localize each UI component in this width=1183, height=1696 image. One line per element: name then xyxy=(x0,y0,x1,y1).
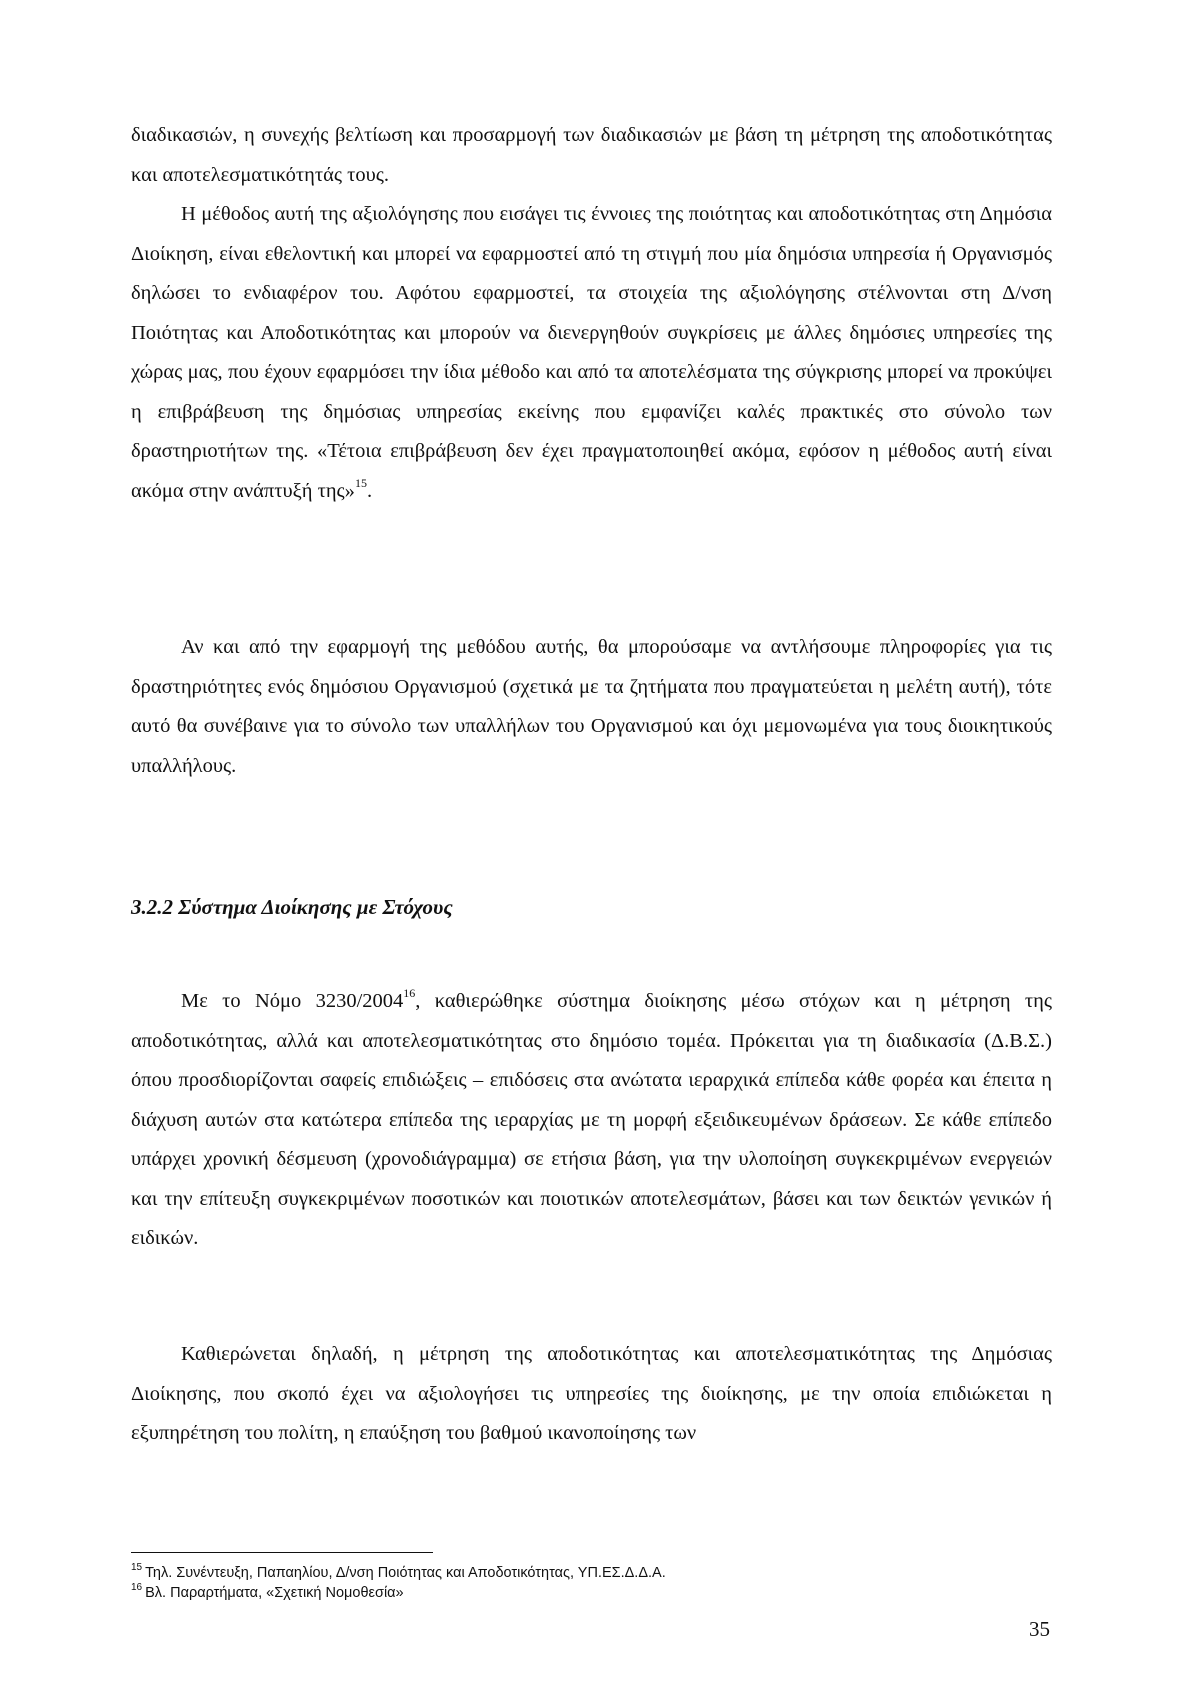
footnote-divider xyxy=(131,1552,433,1553)
footnote-number: 15 xyxy=(131,1562,143,1574)
section-heading: 3.2.2 Σύστημα Διοίκησης με Στόχους xyxy=(131,895,453,919)
paragraph-evaluation-method xyxy=(131,195,1052,511)
paragraph-tail: . xyxy=(366,479,373,502)
paragraph-text-before: Με το Νόμο 3230/2004 xyxy=(181,990,404,1012)
footnote-reference-16[interactable]: 16 xyxy=(403,986,416,1001)
paragraph-text: Η μέθοδος αυτή της αξιολόγησης που εισάγει τις έννοιες της ποιότητας και αποδοτικότητας στη Δημόσια Διοίκηση, είναι εθελοντική και μπορεί να εφαρμοστεί από τη στιγμή που μία δημόσια υπηρεσία ή Οργανισμός δηλώσει το ενδιαφέρον του. Αφότου εφαρμοστεί, τα στοιχεία της αξιολόγησης στέλνονται στη Δ/νση Ποιότητας και Αποδοτικότητας και μπορούν να διενεργηθούν συγκρίσεις με άλλες δημόσιες υπηρεσίες της χώρας μας, που έχουν εφαρμόσει την ίδια μέθοδο και από τα αποτελέσματα της σύγκρισης μπορεί να προκύψει η επιβράβευση της δημόσιας υπηρεσίας εκείνης που εμφανίζει καλές πρακτικές στο σύνολο των δραστηριοτήτων της. «Τέτοια επιβράβευση δεν έχει πραγματοποιηθεί ακόμα, εφόσον η μέθοδος αυτή είναι ακόμα στην ανάπτυξή της» xyxy=(131,203,1052,502)
footnote-number: 16 xyxy=(131,1582,143,1594)
paragraph-text: διαδικασιών, η συνεχής βελτίωση και προσαρμογή των διαδικασιών με βάση τη μέτρηση της αποδοτικότητας και αποτελεσματικότητάς τους. xyxy=(131,124,1052,186)
paragraph-law xyxy=(131,982,1052,1259)
footnote-15 xyxy=(131,1563,1052,1583)
footnote-reference-15[interactable]: 15 xyxy=(354,475,367,490)
footnotes xyxy=(131,1563,1052,1603)
paragraph-text: Καθιερώνεται δηλαδή, η μέτρηση της αποδοτικότητας και αποτελεσματικότητας της Δημόσιας Διοίκησης, που σκοπό έχει να αξιολογήσει τις υπηρεσίες της διοίκησης, με την οποία επιδιώκεται η εξυπηρέτηση του πολίτη, η επαύξηση του βαθμού ικανοποίησης των xyxy=(131,1343,1052,1444)
footnote-text: Τηλ. Συνέντευξη, Παπαηλίου, Δ/νση Ποιότητας και Αποδοτικότητας, ΥΠ.ΕΣ.Δ.Δ.Α. xyxy=(145,1565,666,1581)
paragraph-application xyxy=(131,628,1052,786)
paragraph-text-after: , καθιερώθηκε σύστημα διοίκησης μέσω στόχων και η μέτρηση της αποδοτικότητας, αλλά και αποτελεσματικότητας στο δημόσιο τομέα. Πρόκειται για τη διαδικασία (Δ.Β.Σ.) όπου προσδιορίζονται σαφείς επιδιώξεις – επιδόσεις στα ανώτατα ιεραρχικά επίπεδα κάθε φορέα και έπειτα η διάχυση αυτών στα κατώτερα επίπεδα της ιεραρχίας με τη μορφή εξειδικευμένων δράσεων. Σε κάθε επίπεδο υπάρχει χρονική δέσμευση (χρονοδιάγραμμα) σε ετήσια βάση, για την υλοποίηση συγκεκριμένων ενεργειών και την επίτευξη συγκεκριμένων ποσοτικών και ποιοτικών αποτελεσμάτων, βάσει και των δεικτών γενικών ή ειδικών. xyxy=(131,990,1052,1249)
page-number: 35 xyxy=(1029,1617,1050,1641)
paragraph-text: Αν και από την εφαρμογή της μεθόδου αυτής, θα μπορούσαμε να αντλήσουμε πληροφορίες για τις δραστηριότητες ενός δημόσιου Οργανισμού (σχετικά με τα ζητήματα που πραγματεύεται η μελέτη αυτή), τότε αυτό θα συνέβαινε για το σύνολο των υπαλλήλων του Οργανισμού και όχι μεμονωμένα για τους διοικητικούς υπαλλήλους. xyxy=(131,636,1052,777)
paragraph-measurement xyxy=(131,1335,1052,1454)
paragraph-continuation xyxy=(131,116,1052,195)
footnote-text: Βλ. Παραρτήματα, «Σχετική Νομοθεσία» xyxy=(145,1585,404,1601)
footnote-16 xyxy=(131,1583,1052,1603)
